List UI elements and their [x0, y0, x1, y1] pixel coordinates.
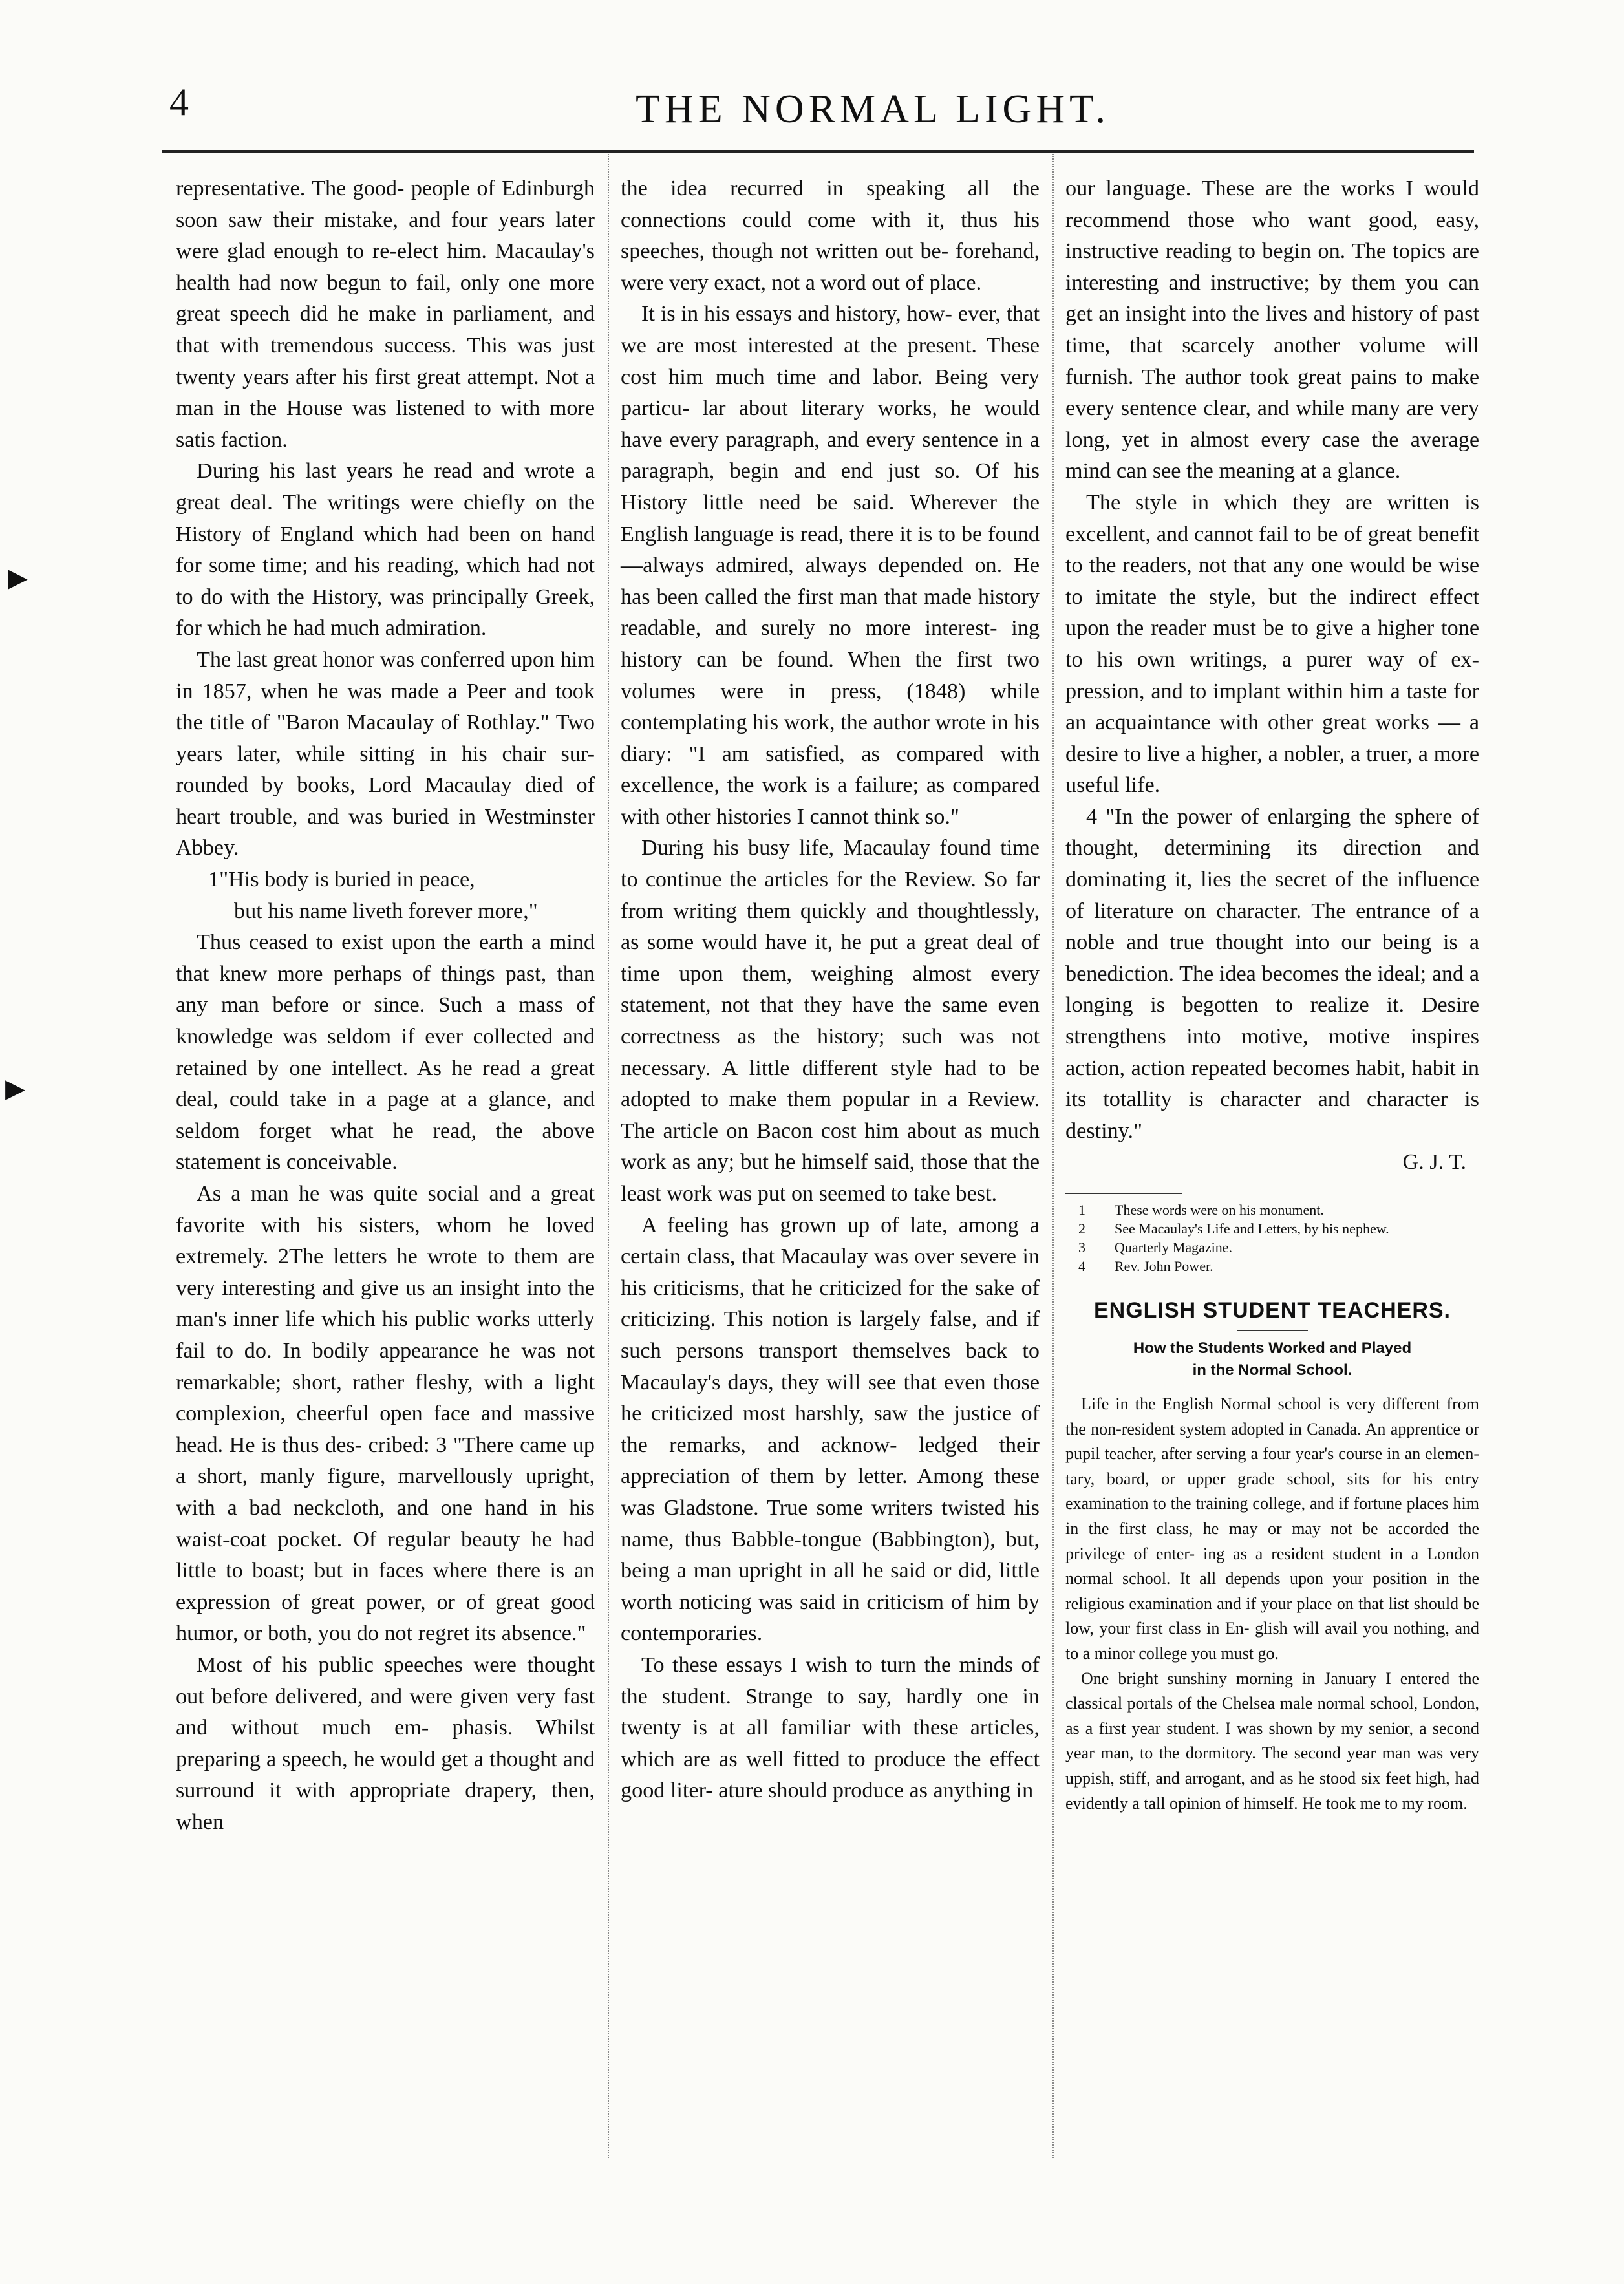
column-divider [608, 154, 609, 2158]
footnote-rule [1065, 1193, 1182, 1194]
column-1 [176, 173, 595, 1838]
scan-margin-mark: ▶ [8, 563, 28, 592]
article-subtitle-line: in the Normal School. [1192, 1361, 1352, 1379]
paragraph: One bright sunshiny morning in January I entered the classical portals of the Chelsea male normal school, London, as a first year student. I was shown by my senior, a second year man, to the dormitory. The second year man was very uppish, stiff, and arrogant, and as he stood six feet high, had evidently a tall opinion of himself. He took me to my room. [1065, 1669, 1479, 1813]
verse-line: but his name liveth forever more," [234, 899, 538, 923]
article-title: ENGLISH STUDENT TEACHERS. [1093, 1298, 1451, 1323]
title-rule [1237, 1330, 1308, 1331]
footnote-mark: 4 [1078, 1258, 1085, 1274]
column-3 [1065, 173, 1479, 1816]
footnote-mark: 1 [1078, 1202, 1085, 1218]
paragraph: 4 "In the power of enlarging the sphere of thought, determining its direction and dominating it, lies the secret of the influence of literature on character. The entrance of a noble and true thought into our being is a benediction. The idea becomes the ideal; and a longing is begotten to realize it. Desire strengthens into motive, motive inspires action, action repeated becomes habit, habit in its totallity is character and character is destiny." [1065, 804, 1479, 1143]
footnote-text: See Macaulay's Life and Letters, by his nephew. [1115, 1221, 1389, 1237]
paragraph: Life in the English Normal school is very different from the non-resident system adopted in Canada. An apprentice or pupil teacher, after serving a four year's course in an elemen- tary, board, or upper grade school, sits for his entry examination to the training college, and if fortune places him in the first class, he may or may not be accorded the privilege of enter- ing as a resident student in a London normal school. It all depends upon your position in the religious examination and if your place on that list should be low, your first class in En- glish will avail you nothing, and to a minor college you must go. [1065, 1394, 1479, 1663]
footnote [1078, 1201, 1479, 1219]
paragraph: The last great honor was conferred upon him in 1857, when he was made a Peer and took the title of "Baron Macaulay of Rothlay." Two years later, while sitting in his chair sur- rounded by books, Lord Macaulay died of heart trouble, and was buried in Westminster Abbey. [176, 647, 595, 860]
footnote-mark: 2 [1078, 1221, 1085, 1237]
paragraph: It is in his essays and history, how- ever, that we are most interested at the present. These cost him much time and labor. Being very particu- lar about literary works, he would have every paragraph, and every sentence in a paragraph, begin and end just so. Of his History little need be said. Wherever the English language is read, there it is to be found—always admired, always depended on. He has been called the first man that made history readable, and surely no more interest- ing history can be found. When the first two volumes were in press, (1848) while contemplating his work, the author wrote in his diary: "I am satisfied, as compared with excellence, the work is a failure; as compared with other histories I cannot think so." [621, 302, 1040, 829]
article-subtitle [1065, 1338, 1479, 1382]
footnote [1078, 1219, 1479, 1238]
paragraph: During his last years he read and wrote a great deal. The writings were chiefly on the History of England which had been on hand for some time; and his reading, which had not to do with the History, was principally Greek, for which he had much admiration. [176, 459, 595, 641]
footnote-text: These words were on his monument. [1115, 1202, 1324, 1218]
scan-margin-mark: ▶ [5, 1074, 25, 1103]
author-signature: G. J. T. [1402, 1150, 1466, 1175]
footnote-text: Rev. John Power. [1115, 1258, 1213, 1274]
paragraph: Most of his public speeches were thought out before delivered, and were given very fast and without much em- phasis. Whilst preparing a speech, he would get a thought and surround it with appropriate drapery, then, when [176, 1652, 595, 1834]
paragraph: the idea recurred in speaking all the connections could come with it, thus his speeches, though not written out be- forehand, were very exact, not a word out of place. [621, 176, 1040, 295]
paragraph: During his busy life, Macaulay found time to continue the articles for the Review. So far from writing them quickly and thoughtlessly, as some would have it, he put a great deal of time upon them, weighing almost every statement, not that they have the same even correctness as the history; such was not necessary. A little different style had to be adopted to make them popular in a Review. The article on Bacon cost him about as much work as any; but he himself said, those that the least work was put on seemed to take best. [621, 836, 1040, 1206]
paragraph: representative. The good- people of Edinburgh soon saw their mistake, and four years later were glad enough to re-elect him. Macaulay's health had now begun to fail, only one more great speech did he make in parliament, and that with tremendous success. This was just twenty years after his first great attempt. Not a man in the House was listened to with more satis faction. [176, 176, 595, 452]
paragraph: A feeling has grown up of late, among a certain class, that Macaulay was over severe in his criticisms, that he criticized for the sake of criticizing. This notion is largely false, and if such persons transport themselves back to Macaulay's days, they will see that even those he criticized most harshly, saw the justice of the remarks, and acknow- ledged their appreciation of them by letter. Among these was Gladstone. True some writers twisted his name, thus Babble-tongue (Babbington), but, being a man upright in all he said or did, little worth noticing was said in criticism of him by contemporaries. [621, 1213, 1040, 1646]
column-divider [1052, 154, 1054, 2158]
paragraph: As a man he was quite social and a great favorite with his sisters, whom he loved extremely. 2The letters he wrote to them are very interesting and give us an insight into the man's inner life which his public works utterly fail to do. In bodily appearance he was not remarkable; short, rather fleshy, with a light complexion, cheerful open face and massive head. He is thus des- cribed: 3 "There came up a short, manly figure, marvellously upright, with a bad neckcloth, and one hand in his waist-coat pocket. Of regular beauty he had little to boast; but in faces where there is an expression of great power, or of great good humor, or both, you do not regret its absence." [176, 1182, 595, 1646]
header-rule [162, 150, 1474, 153]
column-2 [621, 173, 1040, 1807]
paragraph: our language. These are the works I would recommend those who want good, easy, instructive reading to begin on. The topics are interesting and instructive; by them you can get an insight into the lives and history of past time, that scarcely another volume will furnish. The author took great pains to make every sentence clear, and while many are very long, yet in almost every case the average mind can see the meaning at a glance. [1065, 176, 1479, 484]
paragraph: Thus ceased to exist upon the earth a mind that knew more perhaps of things past, than any man before or since. Such a mass of knowledge was seldom if ever collected and retained by one intellect. As he read a great deal, could take in a page at a glance, and seldom forget what he read, the above statement is conceivable. [176, 930, 595, 1175]
footnote [1078, 1257, 1479, 1275]
footnote-text: Quarterly Magazine. [1115, 1239, 1233, 1255]
masthead-title: THE NORMAL LIGHT. [636, 87, 1110, 131]
article-body [1065, 1392, 1479, 1816]
paragraph: To these essays I wish to turn the minds of the student. Strange to say, hardly one in twenty is at all familiar with these articles, which are as well fitted to produce the effect good liter- ature should produce as anything in [621, 1652, 1040, 1803]
paragraph: The style in which they are written is excellent, and cannot fail to be of great benefit to the readers, not that any one would be wise to imitate the style, but the indirect effect upon the reader must be to give a higher tone to his own writings, a purer way of ex- pression, and to implant within him a taste for an acquaintance with other great works — a desire to live a higher, a nobler, a truer, a more useful life. [1065, 490, 1479, 798]
page-number: 4 [169, 81, 189, 123]
footnote-mark: 3 [1078, 1239, 1085, 1255]
footnotes [1078, 1201, 1479, 1275]
footnote [1078, 1238, 1479, 1257]
article-subtitle-line: How the Students Worked and Played [1133, 1339, 1412, 1357]
verse-line: 1"His body is buried in peace, [208, 868, 475, 892]
